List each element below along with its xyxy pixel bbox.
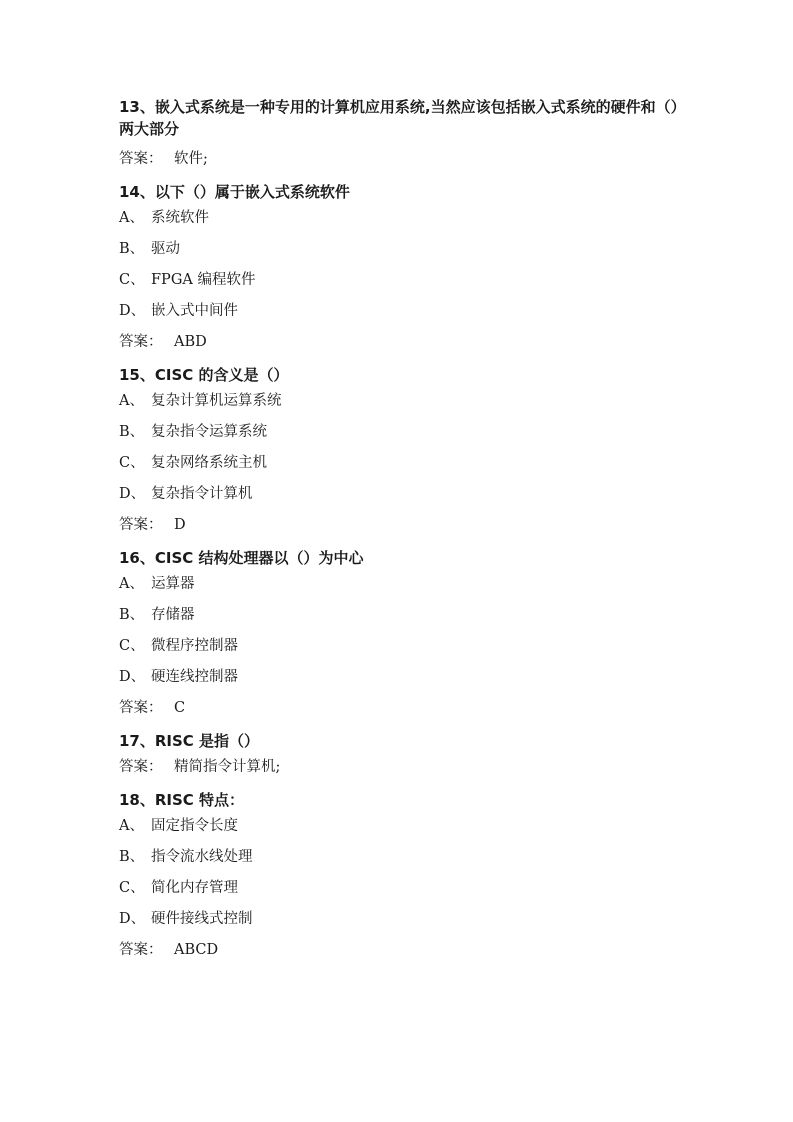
question-title: 14、以下（）属于嵌入式系统软件 (119, 183, 350, 201)
question-title: 15、CISC 的含义是（） (119, 366, 289, 384)
question-title: 13、嵌入式系统是一种专用的计算机应用系统,当然应该包括嵌入式系统的硬件和（）两大部分 (119, 98, 679, 138)
option-text: 复杂指令运算系统 (151, 424, 267, 440)
option-c (119, 631, 679, 662)
document-page (119, 96, 679, 966)
option-b (119, 417, 679, 448)
option-text: 存储器 (151, 607, 195, 623)
option-key: D、 (119, 911, 146, 927)
option-key: A、 (119, 210, 144, 226)
question-title: 16、CISC 结构处理器以（）为中心 (119, 549, 364, 567)
question-title: 18、RISC 特点： (119, 791, 245, 809)
answer-line (119, 327, 679, 358)
option-text: 驱动 (151, 241, 180, 257)
option-key: D、 (119, 669, 146, 685)
option-b (119, 234, 679, 265)
answer-value: 软件; (174, 151, 208, 167)
option-text: 复杂网络系统主机 (151, 455, 267, 471)
answer-line (119, 752, 679, 783)
question-title: 17、RISC 是指（） (119, 732, 260, 750)
option-key: D、 (119, 303, 146, 319)
option-b (119, 842, 679, 873)
answer-label: 答案： (119, 517, 163, 533)
option-text: 复杂指令计算机 (151, 486, 253, 502)
option-c (119, 265, 679, 296)
option-text: 指令流水线处理 (151, 849, 253, 865)
option-c (119, 873, 679, 904)
answer-value: ABD (174, 334, 207, 350)
option-b (119, 600, 679, 631)
question-13 (119, 96, 679, 175)
option-text: FPGA 编程软件 (151, 272, 256, 288)
answer-value: ABCD (174, 942, 219, 958)
answer-label: 答案： (119, 942, 163, 958)
question-14 (119, 175, 679, 358)
option-key: A、 (119, 576, 144, 592)
option-key: B、 (119, 607, 145, 623)
answer-label: 答案： (119, 334, 163, 350)
answer-label: 答案： (119, 700, 163, 716)
question-18 (119, 783, 679, 966)
option-text: 硬连线控制器 (151, 669, 238, 685)
option-key: C、 (119, 638, 145, 654)
option-key: B、 (119, 424, 145, 440)
answer-value: D (174, 517, 186, 533)
answer-label: 答案： (119, 759, 163, 775)
option-text: 复杂计算机运算系统 (151, 393, 282, 409)
option-text: 运算器 (151, 576, 195, 592)
question-17 (119, 724, 679, 783)
option-a (119, 386, 679, 417)
answer-line (119, 935, 679, 966)
option-key: B、 (119, 241, 145, 257)
option-key: D、 (119, 486, 146, 502)
answer-value: C (174, 700, 186, 716)
option-c (119, 448, 679, 479)
answer-line (119, 510, 679, 541)
question-15 (119, 358, 679, 541)
option-key: C、 (119, 880, 145, 896)
option-key: B、 (119, 849, 145, 865)
option-d (119, 479, 679, 510)
question-16 (119, 541, 679, 724)
option-text: 简化内存管理 (151, 880, 238, 896)
option-text: 微程序控制器 (151, 638, 238, 654)
option-key: A、 (119, 393, 144, 409)
option-text: 固定指令长度 (151, 818, 238, 834)
option-d (119, 296, 679, 327)
option-key: C、 (119, 455, 145, 471)
option-text: 系统软件 (151, 210, 209, 226)
option-d (119, 904, 679, 935)
option-a (119, 811, 679, 842)
answer-value: 精简指令计算机; (174, 759, 281, 775)
answer-line (119, 144, 679, 175)
option-a (119, 569, 679, 600)
option-key: A、 (119, 818, 144, 834)
option-text: 硬件接线式控制 (151, 911, 253, 927)
answer-line (119, 693, 679, 724)
option-d (119, 662, 679, 693)
option-a (119, 203, 679, 234)
option-key: C、 (119, 272, 145, 288)
option-text: 嵌入式中间件 (151, 303, 238, 319)
answer-label: 答案： (119, 151, 163, 167)
